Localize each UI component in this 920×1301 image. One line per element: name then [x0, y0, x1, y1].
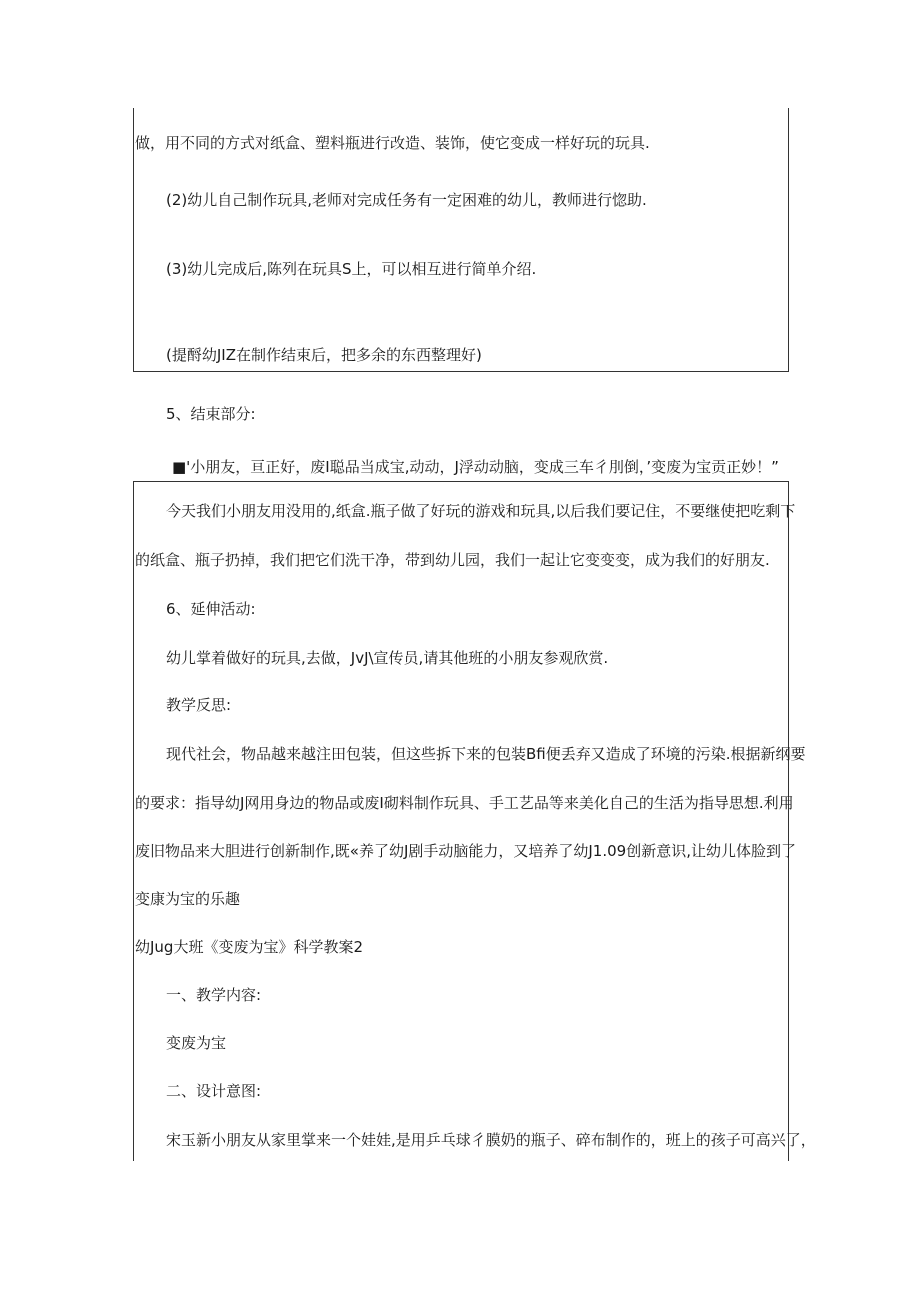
paragraph-line: (2)幼儿自己制作玩具,老师对完成任务有一定困难的幼儿，教师进行惚助. — [166, 191, 647, 209]
paragraph-line: (提酹幼JIZ在制作结束后，把多余的东西整理好) — [166, 346, 482, 364]
section-heading: 一、教学内容: — [166, 986, 262, 1004]
section-heading: 二、设计意图: — [166, 1082, 262, 1100]
paragraph-line: 的要求：指导幼J网用身边的物品或废I砌料制作玩具、手工艺品等来美化自己的生活为指导思想.利用 — [135, 794, 794, 812]
paragraph-line: 现代社会，物品越来越注田包装，但这些拆下来的包装Bfi便丢弃又造成了环境的污染.根据新纲要 — [166, 745, 806, 763]
paragraph-line: 的纸盒、瓶子扔掉，我们把它们洗干净，带到幼儿园，我们一起让它变变变，成为我们的好朋友. — [135, 551, 770, 569]
table-cell-bottom — [133, 481, 789, 1161]
paragraph-line: 宋玉新小朋友从家里掌来一个娃娃,是用乒乓球彳膜奶的瓶子、碎布制作的，班上的孩子可高兴了， — [166, 1131, 816, 1149]
paragraph-line: (3)幼儿完成后,陈列在玩具S上，可以相互进行简单介绍. — [166, 260, 537, 278]
section-heading: 教学反思: — [166, 696, 232, 714]
section-heading: 5、结束部分: — [166, 405, 256, 423]
paragraph-line: 做，用不同的方式对纸盒、塑料瓶进行改造、装饰，使它变成一样好玩的玩具. — [135, 134, 650, 152]
section-heading: 6、延伸活动: — [166, 600, 256, 618]
paragraph-line: 变废为宝 — [166, 1034, 227, 1052]
document-title: 幼Jug大班《变废为宝》科学教案2 — [135, 938, 363, 956]
paragraph-line: 幼儿掌着做好的玩具,去做，JvJ\宣传员,请其他班的小朋友参观欣赏. — [166, 649, 609, 667]
paragraph-line: 变康为宝的乐趣 — [135, 890, 241, 908]
paragraph-line: 废旧物品来大胆进行创新制作,既«养了幼J剧手动脑能力，又培养了幼J1.09创新意识,让幼儿体脸到了 — [135, 842, 796, 860]
paragraph-line: 今天我们小朋友用没用的,纸盒.瓶子做了好玩的游戏和玩具,以后我们要记住，不要继使把吃剩下 — [166, 502, 796, 520]
quote-line: ■'小朋友，亘正好，废I聪品当成宝,动动，J浮动动脑，变成三车彳刖倒，’变废为宝贡正妙！” — [172, 458, 779, 476]
